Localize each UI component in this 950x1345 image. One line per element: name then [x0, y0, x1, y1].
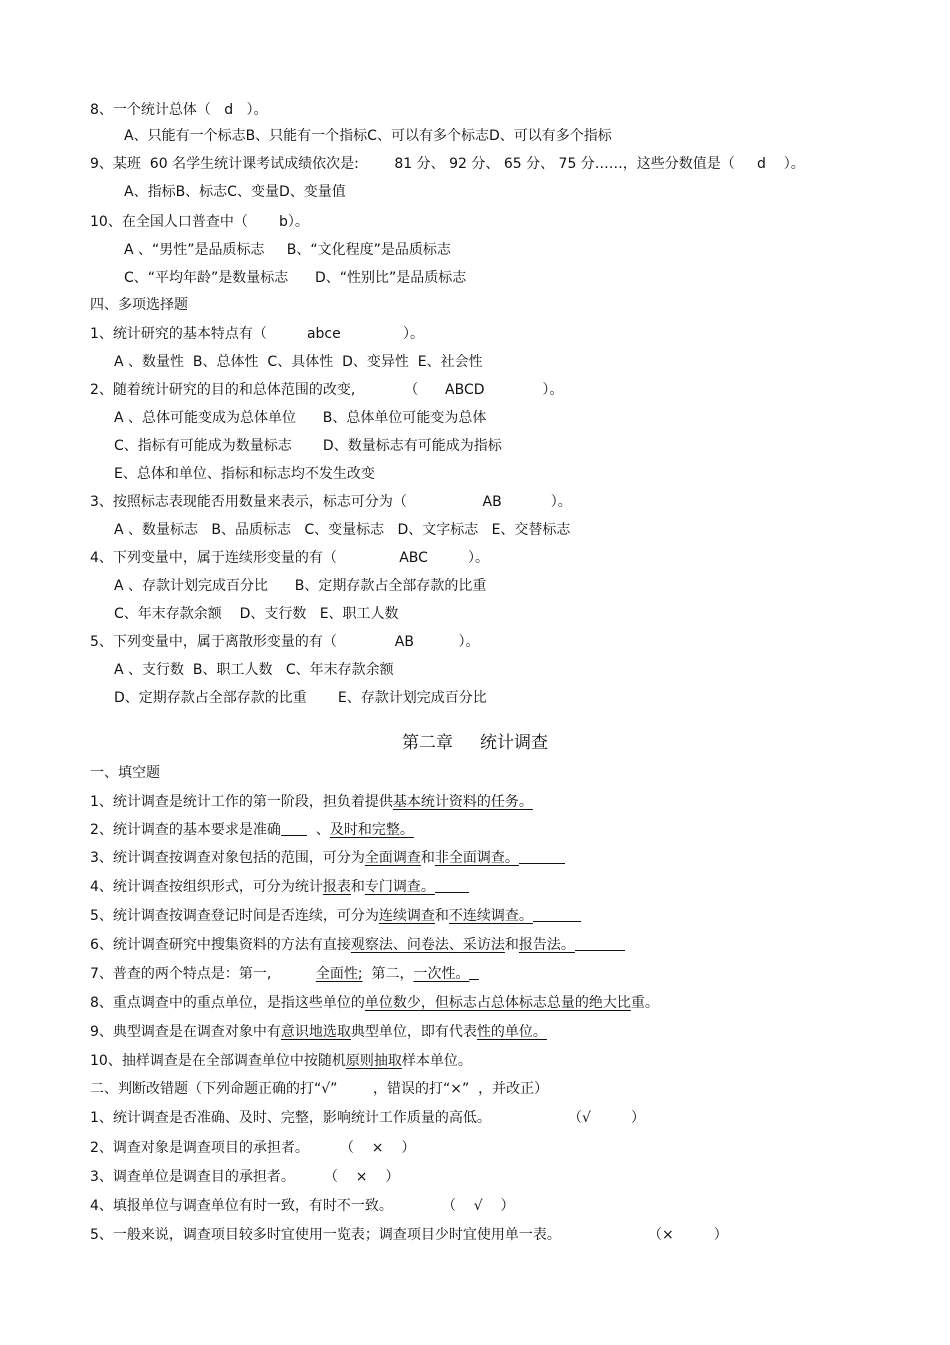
fill-item-6: 6、统计调查研究中搜集资料的方法有直接观察法、问卷法、采访法和报告法。: [90, 935, 625, 955]
fill-item-1: 1、统计调查是统计工作的第一阶段，担负着提供基本统计资料的任务。: [90, 794, 533, 810]
question-9-options: A、指标B、标志C、变量D、变量值: [124, 184, 346, 200]
multi-question-2-stem: 2、随着统计研究的目的和总体范围的改变, （ ABCD ）。: [90, 382, 564, 398]
judge-item-2-answer: （ × ）: [340, 1140, 416, 1156]
multi-question-4-option-row-2: C、年末存款余额 D、支行数 E、职工人数: [114, 606, 399, 622]
question-10-option-row-1: A 、“男性”是品质标志 B、“文化程度”是品质标志: [124, 242, 451, 258]
multi-question-4-option-row-1: A 、存款计划完成百分比 B、定期存款占全部存款的比重: [114, 578, 487, 594]
multi-question-1-stem: 1、统计研究的基本特点有（ abce ）。: [90, 326, 425, 342]
judge-item-5: 5、一般来说，调查项目较多时宜使用一览表；调查项目少时宜使用单一表。: [90, 1227, 561, 1243]
question-10-option-row-2: C、“平均年龄”是数量标志 D、“性别比”是品质标志: [124, 270, 467, 286]
multi-question-4-stem: 4、下列变量中，属于连续形变量的有（ ABC ）。: [90, 550, 489, 566]
multi-question-2-option-row-1: A 、总体可能变成为总体单位 B、总体单位可能变为总体: [114, 410, 487, 426]
question-9-stem: 9、某班 60 名学生统计课考试成绩依次是: 81 分、 92 分、 65 分、 75 分……，这些分数值是（ d ）。: [90, 156, 805, 172]
multi-question-5-stem: 5、下列变量中，属于离散形变量的有（ AB ）。: [90, 634, 480, 650]
judge-item-3: 3、调查单位是调查目的承担者。: [90, 1169, 295, 1185]
judge-item-1: 1、统计调查是否准确、及时、完整，影响统计工作质量的高低。: [90, 1110, 491, 1126]
fill-item-9: 9、典型调查是在调查对象中有意识地选取典型单位，即有代表性的单位。: [90, 1024, 547, 1040]
question-10-stem: 10、在全国人口普查中（ b）。: [90, 214, 309, 230]
question-8-options: A、只能有一个标志B、只能有一个指标C、可以有多个标志D、可以有多个指标: [124, 128, 612, 144]
judge-item-3-answer: （ × ）: [324, 1169, 400, 1185]
fill-item-5: 5、统计调查按调查登记时间是否连续，可分为连续调查和不连续调查。: [90, 906, 581, 926]
judge-section-title: 二、判断改错题（下列命题正确的打“√” ，错误的打“×” ，并改正）: [90, 1081, 549, 1097]
judge-item-2: 2、调查对象是调查项目的承担者。: [90, 1140, 309, 1156]
fill-item-4: 4、统计调查按组织形式，可分为统计报表和专门调查。: [90, 877, 469, 897]
fill-item-3: 3、统计调查按调查对象包括的范围，可分为全面调查和非全面调查。: [90, 848, 565, 868]
fill-item-10: 10、抽样调查是在全部调查单位中按随机原则抽取样本单位。: [90, 1053, 472, 1069]
multi-question-3-stem: 3、按照标志表现能否用数量来表示，标志可分为（ AB ）。: [90, 494, 572, 510]
multi-question-1-options: A 、数量性 B、总体性 C、具体性 D、变异性 E、社会性: [114, 354, 483, 370]
fill-item-8: 8、重点调查中的重点单位，是指这些单位的单位数少，但标志占总体标志总量的绝大比重。: [90, 995, 659, 1011]
judge-item-4: 4、填报单位与调查单位有时一致，有时不一致。: [90, 1198, 393, 1214]
section-multiple-choice-title: 四、多项选择题: [90, 297, 188, 313]
chapter-title: 第二章 统计调查: [401, 733, 549, 753]
judge-item-1-answer: （√ ）: [568, 1110, 645, 1126]
fill-blank-section-title: 一、填空题: [90, 765, 160, 781]
judge-item-4-answer: （ √ ）: [442, 1198, 515, 1214]
judge-item-5-answer: （× ）: [648, 1227, 728, 1243]
multi-question-3-options: A 、数量标志 B、品质标志 C、变量标志 D、文字标志 E、交替标志: [114, 522, 571, 538]
multi-question-5-option-row-2: D、定期存款占全部存款的比重 E、存款计划完成百分比: [114, 690, 487, 706]
multi-question-2-option-row-2: C、指标有可能成为数量标志 D、数量标志有可能成为指标: [114, 438, 502, 454]
multi-question-5-option-row-1: A 、支行数 B、职工人数 C、年末存款余额: [114, 662, 394, 678]
fill-item-2: 2、统计调查的基本要求是准确 、及时和完整。: [90, 822, 414, 838]
fill-item-7: 7、普查的两个特点是：第一, 全面性; 第二，一次性。: [90, 964, 479, 984]
multi-question-2-option-row-3: E、总体和单位、指标和标志均不发生改变: [114, 466, 375, 482]
question-8-stem: 8、一个统计总体（ d ）。: [90, 102, 268, 118]
